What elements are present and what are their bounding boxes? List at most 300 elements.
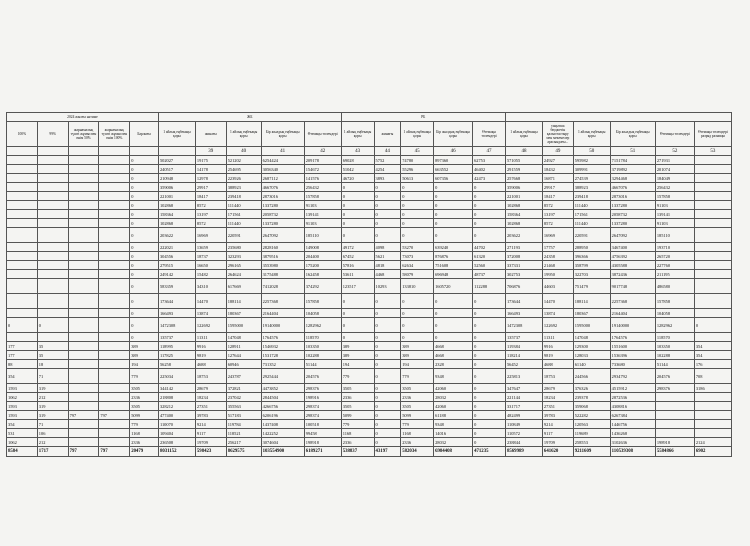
table-cell: 2336: [341, 393, 374, 402]
table-cell: 354: [694, 351, 731, 360]
table-cell: 0: [374, 384, 401, 393]
table-cell: 7412028: [261, 279, 304, 294]
table-cell: 19175: [195, 156, 226, 165]
table-cell: 1595000: [573, 318, 610, 333]
total-cell: 8584: [7, 447, 38, 457]
column-header: 1 айлық еңбекақы қоры: [401, 122, 434, 147]
table-cell: 210948: [158, 174, 195, 183]
table-cell: 14178: [195, 165, 226, 174]
table-row: [7, 174, 732, 183]
table-cell: 8572: [542, 219, 573, 228]
table-cell: 6267384: [610, 411, 655, 420]
table-cell: [7, 261, 38, 270]
table-cell: 11311: [542, 333, 573, 342]
table-cell: [68, 360, 99, 369]
table-cell: 0: [434, 228, 473, 243]
table-cell: [37, 279, 68, 294]
total-cell: 8569989: [505, 447, 542, 457]
table-cell: 110572: [505, 429, 542, 438]
table-cell: [694, 429, 731, 438]
table-cell: [7, 165, 38, 174]
table-cell: 18234: [542, 393, 573, 402]
table-cell: [694, 402, 731, 411]
table-row: [7, 219, 732, 228]
table-cell: 18: [37, 360, 68, 369]
table-cell: [68, 429, 99, 438]
table-cell: 298374: [304, 411, 341, 420]
table-cell: 103350: [304, 342, 341, 351]
table-row: [7, 393, 732, 402]
total-cell: 538837: [341, 447, 374, 457]
table-cell: 1282962: [304, 318, 341, 333]
table-cell: 3102636: [610, 438, 655, 447]
table-cell: 135737: [158, 333, 195, 342]
table-cell: 225034: [158, 369, 195, 384]
total-cell: 6984408: [434, 447, 473, 457]
table-cell: 24927: [542, 156, 573, 165]
table-cell: 0: [434, 333, 473, 342]
table-cell: 9819: [195, 351, 226, 360]
column-number: 47: [473, 147, 506, 156]
table-cell: 358799: [573, 261, 610, 270]
table-cell: 177: [7, 351, 38, 360]
table-cell: [37, 228, 68, 243]
table-cell: 111440: [573, 219, 610, 228]
table-cell: 188114: [573, 294, 610, 309]
table-cell: 0: [341, 333, 374, 342]
table-cell: 279515: [158, 261, 195, 270]
table-cell: 1593: [7, 411, 38, 420]
table-cell: 595982: [573, 156, 610, 165]
table-cell: 1472308: [505, 318, 542, 333]
table-cell: 0: [374, 360, 401, 369]
table-cell: [37, 192, 68, 201]
table-cell: 203622: [158, 228, 195, 243]
table-cell: 2336: [401, 438, 434, 447]
total-cell: 5584866: [655, 447, 694, 457]
table-cell: 4308816: [610, 402, 655, 411]
table-cell: 2925444: [261, 369, 304, 384]
table-cell: 2336: [130, 438, 159, 447]
table-cell: [37, 165, 68, 174]
table-cell: 135737: [505, 333, 542, 342]
header-group-1: ЖБ: [158, 113, 341, 122]
table-cell: 1593: [7, 402, 38, 411]
table-cell: 2934792: [610, 369, 655, 384]
table-cell: 118995: [158, 342, 195, 351]
table-cell: 531: [7, 429, 38, 438]
table-cell: [37, 183, 68, 192]
table-cell: [694, 165, 731, 174]
total-cell: 1717: [37, 447, 68, 457]
table-cell: 0: [130, 294, 159, 309]
table-cell: [99, 342, 130, 351]
table-cell: 374292: [304, 279, 341, 294]
table-cell: 0: [401, 309, 434, 318]
table-cell: 0: [473, 183, 506, 192]
table-cell: 477400: [158, 411, 195, 420]
table-cell: 779: [401, 420, 434, 429]
table-cell: 244566: [573, 369, 610, 384]
table-cell: 19140000: [610, 318, 655, 333]
table-cell: [99, 156, 130, 165]
table-cell: 319: [37, 411, 68, 420]
table-cell: 0: [374, 309, 401, 318]
table-cell: [99, 192, 130, 201]
header-column-titles: [7, 122, 732, 147]
table-cell: 2124: [694, 438, 731, 447]
table-cell: 376326: [573, 384, 610, 393]
table-cell: 0: [130, 243, 159, 252]
table-cell: 24358: [542, 252, 573, 261]
table-cell: 0: [130, 219, 159, 228]
column-header: Өтемақы төлемдері: [304, 122, 341, 147]
table-cell: [694, 174, 731, 183]
table-cell: 198918: [304, 438, 341, 447]
table-cell: 180367: [226, 309, 261, 318]
table-cell: 3056340: [261, 165, 304, 174]
table-cell: [7, 201, 38, 210]
table-row: [7, 201, 732, 210]
table-cell: 2336: [401, 393, 434, 402]
table-cell: [68, 201, 99, 210]
total-cell: 9211609: [573, 447, 610, 457]
table-cell: 9017748: [610, 279, 655, 294]
table-cell: 797: [99, 411, 130, 420]
table-cell: [694, 294, 731, 309]
table-cell: [68, 270, 99, 279]
table-cell: 0: [401, 201, 434, 210]
table-cell: 157858: [655, 294, 694, 309]
table-cell: 2164404: [610, 309, 655, 318]
table-cell: 123517: [341, 279, 374, 294]
table-cell: 13874: [542, 309, 573, 318]
table-cell: 302753: [505, 270, 542, 279]
table-cell: 0: [374, 318, 401, 333]
table-cell: 198916: [304, 393, 341, 402]
table-cell: 319: [37, 402, 68, 411]
table-cell: 0: [130, 228, 159, 243]
table-cell: 42060: [434, 384, 473, 393]
table-cell: 2336: [341, 438, 374, 447]
table-cell: 2687112: [261, 174, 304, 183]
table-cell: 18737: [195, 252, 226, 261]
table-cell: 4756392: [610, 252, 655, 261]
table-row: [7, 165, 732, 174]
table-cell: 0: [341, 210, 374, 219]
table-cell: 51042: [341, 165, 374, 174]
table-cell: 46402: [473, 165, 506, 174]
table-cell: 0: [374, 219, 401, 228]
table-cell: [37, 243, 68, 252]
table-cell: [99, 252, 130, 261]
table-cell: [68, 342, 99, 351]
table-cell: [37, 261, 68, 270]
table-cell: [68, 252, 99, 261]
table-cell: 0: [434, 309, 473, 318]
table-cell: 0: [374, 228, 401, 243]
table-cell: 19709: [542, 438, 573, 447]
table-row: [7, 294, 732, 309]
table-cell: 74780: [401, 156, 434, 165]
table-cell: 5752: [374, 156, 401, 165]
table-cell: 15482: [195, 270, 226, 279]
table-cell: 0: [130, 183, 159, 192]
table-cell: 0: [473, 342, 506, 351]
table-cell: 0: [341, 309, 374, 318]
table-cell: 157858: [304, 192, 341, 201]
table-cell: 3505: [401, 384, 434, 393]
table-cell: 0: [374, 411, 401, 420]
table-cell: 14470: [542, 294, 573, 309]
table-cell: 2647092: [610, 228, 655, 243]
table-cell: 117825: [158, 351, 195, 360]
table-cell: 28032: [434, 393, 473, 402]
table-cell: 12978: [195, 174, 226, 183]
table-cell: 0: [434, 210, 473, 219]
table-cell: [99, 402, 130, 411]
column-number-blank: [7, 147, 38, 156]
table-cell: 0: [473, 438, 506, 447]
table-cell: 13197: [195, 210, 226, 219]
table-cell: 8572: [195, 201, 226, 210]
table-cell: [7, 210, 38, 219]
table-cell: 240517: [158, 165, 195, 174]
table-cell: 0: [434, 201, 473, 210]
table-cell: 122692: [195, 318, 226, 333]
table-cell: 57816: [341, 261, 374, 270]
table-cell: 257668: [505, 174, 542, 183]
table-cell: 127644: [226, 351, 261, 360]
table-cell: [694, 261, 731, 270]
table-cell: 354: [694, 342, 731, 351]
table-cell: 236508: [158, 438, 195, 447]
table-cell: [7, 183, 38, 192]
table-cell: 106: [37, 429, 68, 438]
table-cell: 102288: [304, 351, 341, 360]
table-cell: 0: [401, 210, 434, 219]
table-cell: 0: [374, 393, 401, 402]
table-row: [7, 261, 732, 270]
table-cell: [7, 219, 38, 228]
table-cell: 1337280: [610, 201, 655, 210]
table-cell: [99, 243, 130, 252]
table-cell: 111440: [226, 201, 261, 210]
table-cell: 1536396: [610, 351, 655, 360]
table-cell: [694, 243, 731, 252]
table-cell: 16969: [542, 228, 573, 243]
table-cell: 0: [374, 369, 401, 384]
table-cell: 18753: [542, 369, 573, 384]
column-header: Бір жылдық еңбекақы қоры: [434, 122, 473, 147]
table-cell: 388923: [226, 183, 261, 192]
table-cell: 0: [473, 429, 506, 438]
column-header: жинағы: [195, 122, 226, 147]
table-cell: 27351: [195, 402, 226, 411]
column-header: Бір жылдық еңбекақы қоры: [261, 122, 304, 147]
table-row: [7, 210, 732, 219]
table-cell: 104058: [304, 309, 341, 318]
table-cell: 221001: [158, 192, 195, 201]
table-cell: 28679: [195, 384, 226, 393]
table-cell: [68, 420, 99, 429]
table-cell: 188114: [226, 294, 261, 309]
table-cell: [694, 411, 731, 420]
table-cell: 328212: [158, 402, 195, 411]
table-cell: 359006: [158, 183, 195, 192]
table-cell: 204576: [655, 369, 694, 384]
table-cell: [694, 156, 731, 165]
table-cell: 0: [341, 318, 374, 333]
column-number: 52: [655, 147, 694, 156]
total-cell: 6902: [694, 447, 731, 457]
total-cell: 8629575: [226, 447, 261, 457]
table-cell: 13197: [542, 210, 573, 219]
table-cell: 221144: [505, 393, 542, 402]
table-cell: 337331: [505, 261, 542, 270]
table-cell: 53611: [341, 270, 374, 279]
table-cell: 0: [374, 201, 401, 210]
table-cell: 4818: [374, 261, 401, 270]
table-cell: 177: [7, 342, 38, 351]
table-cell: 706876: [505, 279, 542, 294]
table-cell: 158364: [158, 210, 195, 219]
table-cell: 0: [401, 183, 434, 192]
table-cell: 264624: [226, 270, 261, 279]
table-cell: 0: [473, 420, 506, 429]
table-cell: 141576: [304, 174, 341, 183]
table-cell: 235680: [226, 243, 261, 252]
table-cell: [68, 384, 99, 393]
table-cell: 249142: [158, 270, 195, 279]
table-cell: 91103: [304, 201, 341, 210]
table-cell: 171561: [226, 210, 261, 219]
table-cell: 102868: [505, 219, 542, 228]
table-cell: 344142: [158, 384, 195, 393]
table-cell: 1437408: [261, 420, 304, 429]
table-cell: 517183: [226, 411, 261, 420]
table-cell: 8572: [542, 201, 573, 210]
table-row: [7, 192, 732, 201]
table-cell: 44702: [473, 243, 506, 252]
total-cell: 103554900: [261, 447, 304, 457]
table-cell: 128911: [226, 342, 261, 351]
table-cell: 3719892: [610, 165, 655, 174]
table-cell: 322703: [573, 270, 610, 279]
column-number: 39: [195, 147, 226, 156]
table-cell: 389: [341, 342, 374, 351]
table-cell: [99, 201, 130, 210]
table-cell: [99, 261, 130, 270]
table-cell: 1531728: [261, 351, 304, 360]
table-cell: 133810: [401, 279, 434, 294]
table-cell: 389: [401, 342, 434, 351]
table-cell: [7, 279, 38, 294]
table-cell: [37, 333, 68, 342]
table-cell: 14016: [434, 429, 473, 438]
column-header: 1 айлық еңбекақы қоры: [573, 122, 610, 147]
table-cell: [655, 420, 694, 429]
table-cell: 298376: [655, 384, 694, 393]
table-cell: [99, 351, 130, 360]
table-cell: 389: [130, 342, 159, 351]
table-cell: 9916: [195, 342, 226, 351]
table-cell: [99, 393, 130, 402]
table-cell: [68, 228, 99, 243]
table-cell: 502027: [158, 156, 195, 165]
table-cell: [68, 210, 99, 219]
table-cell: 6254424: [261, 156, 304, 165]
total-cell: 110539308: [610, 447, 655, 457]
table-cell: 3505: [130, 384, 159, 393]
table-cell: 2164404: [261, 309, 304, 318]
table-cell: 18753: [195, 369, 226, 384]
table-cell: 3074604: [261, 438, 304, 447]
table-cell: 0: [374, 210, 401, 219]
column-number-blank: [37, 147, 68, 156]
table-row: [7, 183, 732, 192]
table-cell: 19950: [542, 270, 573, 279]
table-row: [7, 402, 732, 411]
table-cell: 0: [434, 183, 473, 192]
table-cell: 239378: [573, 393, 610, 402]
table-cell: 0: [434, 294, 473, 309]
table-cell: 3553980: [261, 261, 304, 270]
table-cell: 4667076: [261, 183, 304, 192]
table-cell: [7, 156, 38, 165]
table-cell: 180367: [573, 309, 610, 318]
table-cell: 0: [473, 192, 506, 201]
column-header: Барлығы: [130, 122, 159, 147]
total-cell: 797: [68, 447, 99, 457]
table-cell: [68, 333, 99, 342]
table-cell: 486580: [655, 279, 694, 294]
table-cell: 19709: [195, 438, 226, 447]
table-cell: 0: [473, 402, 506, 411]
table-cell: 171561: [573, 210, 610, 219]
table-cell: 779: [401, 369, 434, 384]
table-cell: 102868: [158, 219, 195, 228]
table-cell: 91103: [304, 219, 341, 228]
table-row: [7, 351, 732, 360]
table-cell: 3505: [401, 402, 434, 411]
header-group-2: РБ: [341, 113, 505, 122]
table-cell: 39783: [542, 411, 573, 420]
table-cell: 0: [434, 192, 473, 201]
table-cell: 51144: [655, 360, 694, 369]
table-cell: 0: [130, 309, 159, 318]
table-cell: 44603: [542, 279, 573, 294]
table-cell: 157858: [304, 294, 341, 309]
column-header: жарнамалық түшті жұмыспен өнім 100%: [99, 122, 130, 147]
table-cell: [694, 183, 731, 192]
table-cell: 0: [7, 318, 38, 333]
table-cell: [37, 219, 68, 228]
column-number: 49: [542, 147, 573, 156]
table-cell: 119384: [505, 342, 542, 351]
table-cell: 5099: [130, 411, 159, 420]
table-cell: 102868: [505, 201, 542, 210]
table-cell: [68, 318, 99, 333]
table-cell: 5099: [401, 411, 434, 420]
table-cell: 1282962: [655, 318, 694, 333]
table-cell: [68, 192, 99, 201]
table-cell: 274539: [573, 174, 610, 183]
table-row: [7, 369, 732, 384]
table-cell: 0: [130, 333, 159, 342]
table-cell: 52560: [473, 261, 506, 270]
table-cell: 9348: [434, 420, 473, 429]
